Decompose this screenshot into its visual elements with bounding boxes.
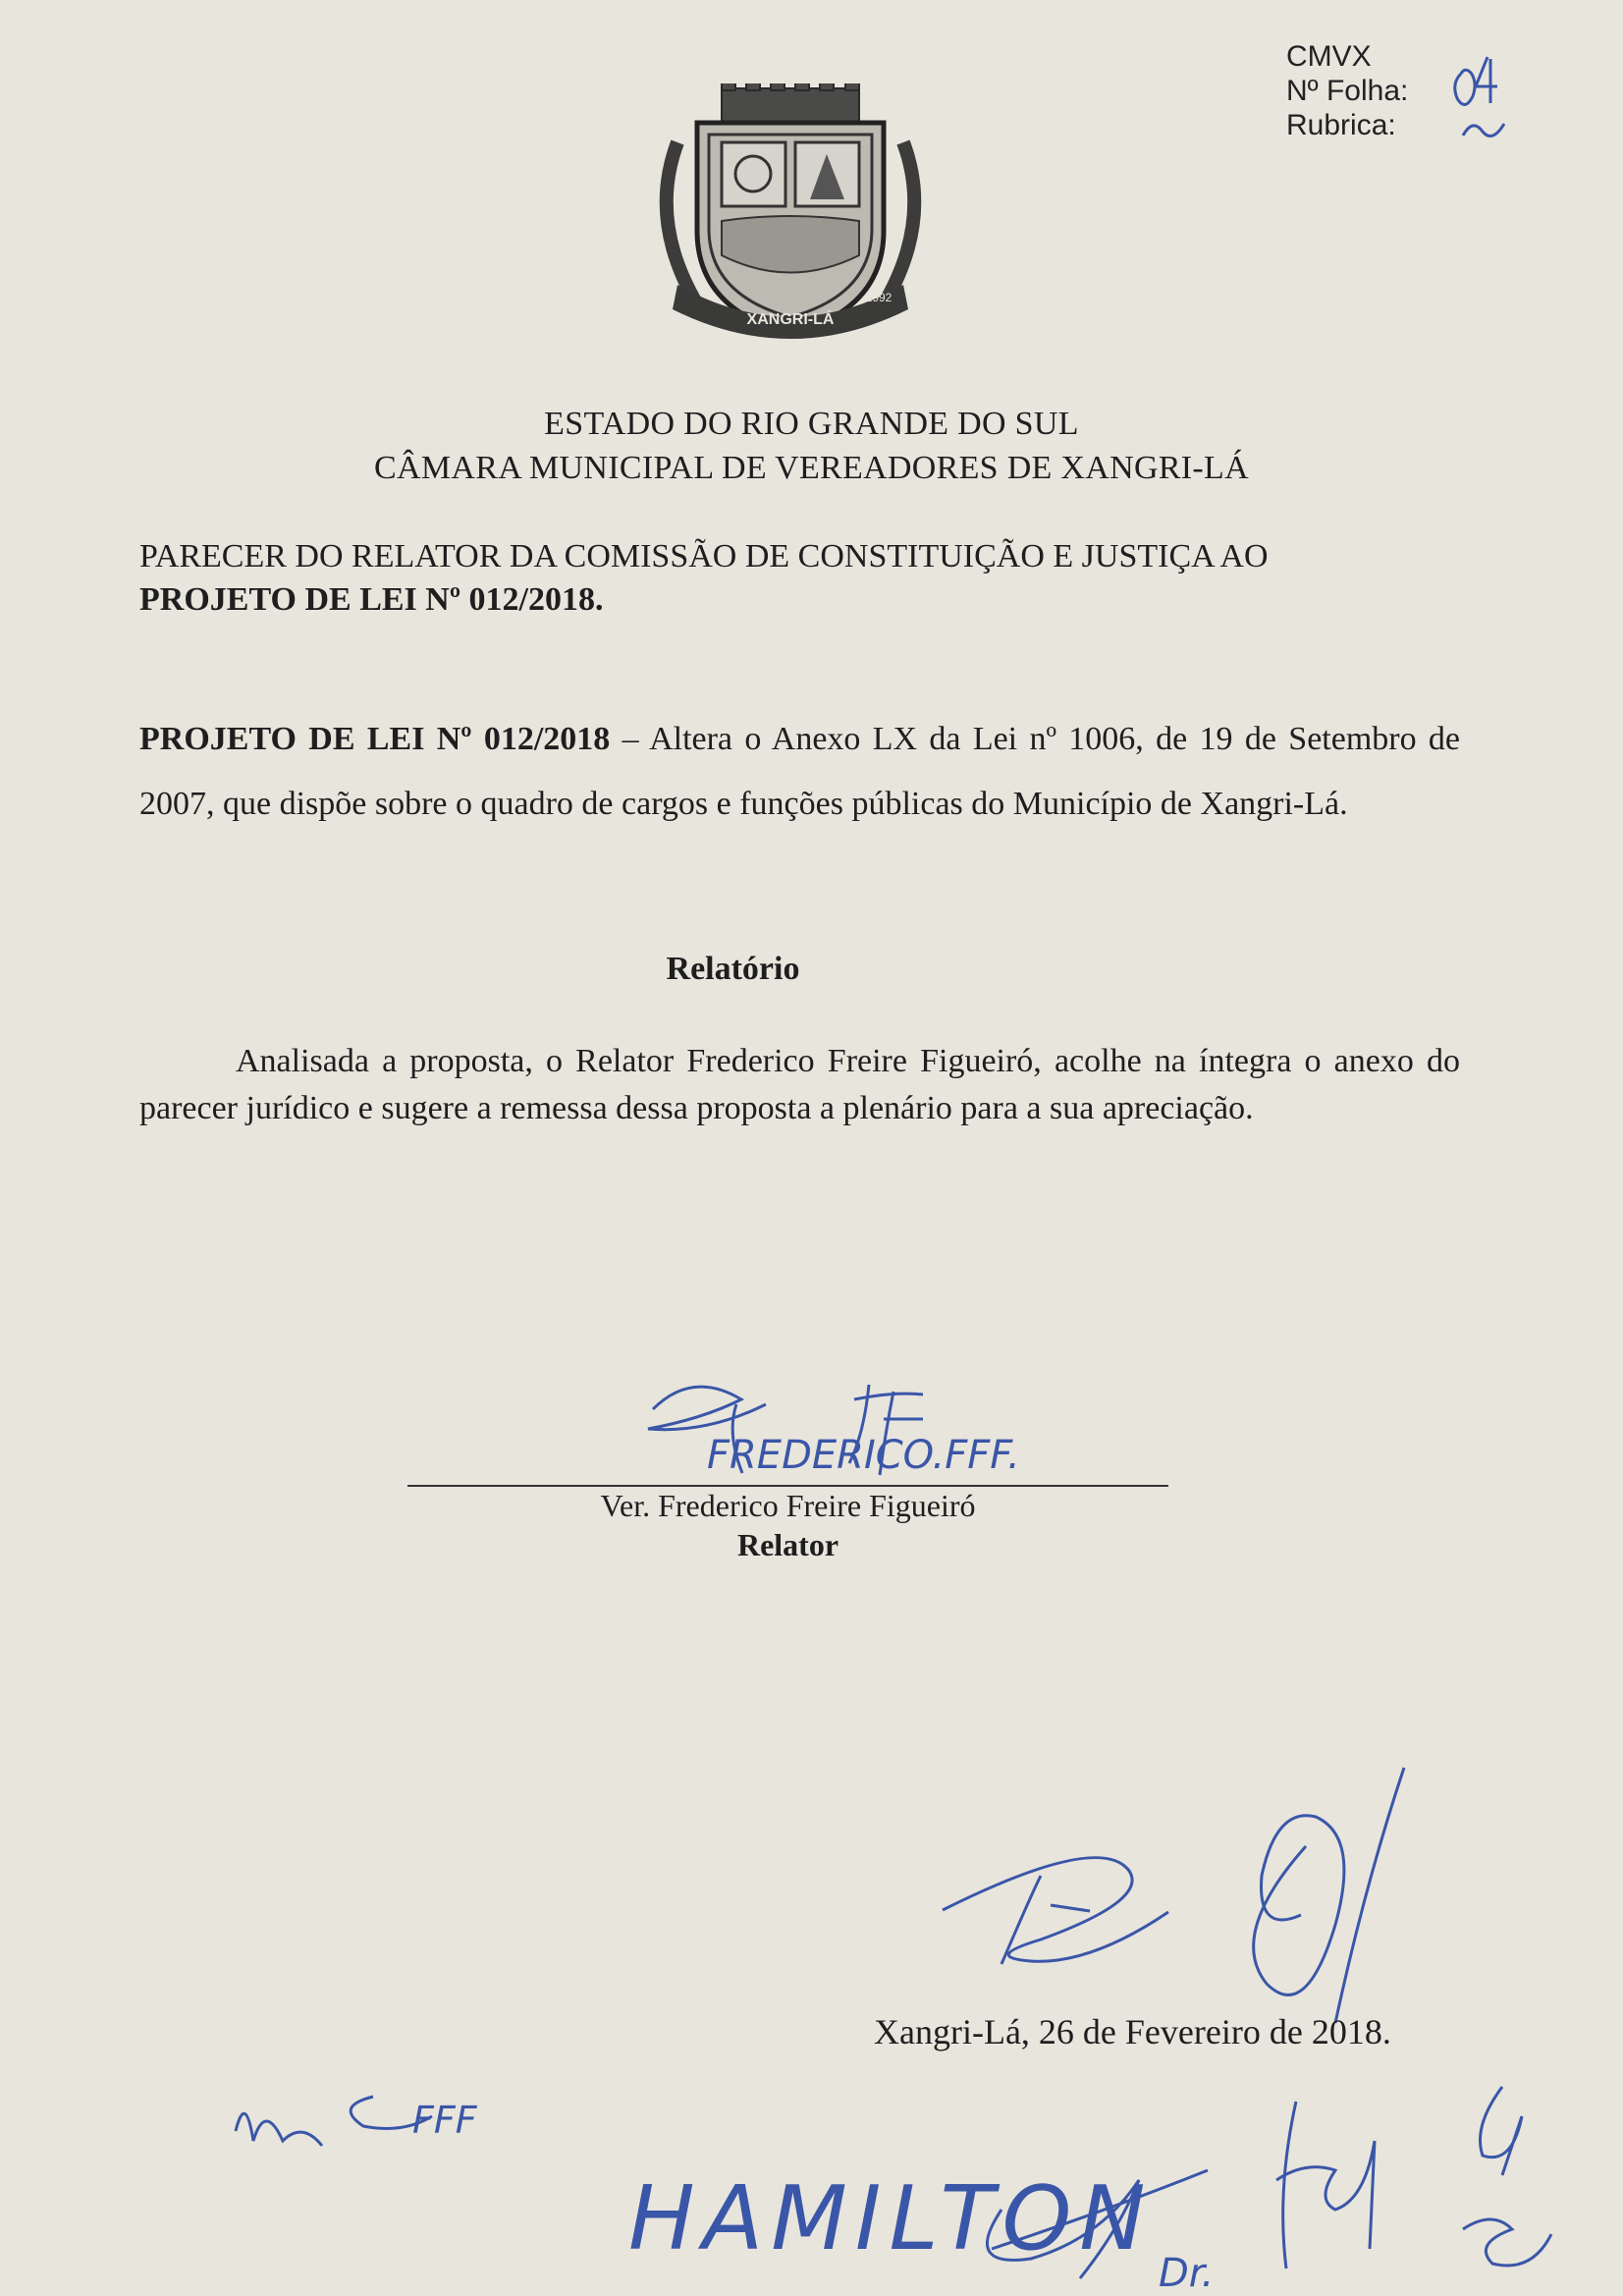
- crest-banner-text: XANGRI-LÁ: [746, 311, 835, 328]
- title-prefix: PARECER DO RELATOR DA COMISSÃO DE CONSTITUIÇÃO E JUSTIÇA AO: [139, 538, 1269, 574]
- signature-line: [407, 1485, 1168, 1487]
- council-signature-1: [933, 1758, 1424, 2043]
- date-line: Xangri-Lá, 26 de Fevereiro de 2018.: [874, 2012, 1391, 2051]
- bottom-name-handwriting: HAMILTON: [628, 2167, 1154, 2270]
- header-state: ESTADO DO RIO GRANDE DO SUL: [544, 406, 1079, 442]
- stamp-folha-label: Nº Folha:: [1286, 75, 1409, 107]
- report-heading: Relatório: [666, 951, 800, 987]
- folha-handwriting: [1443, 29, 1522, 157]
- title-bill: PROJETO DE LEI Nº 012/2018.: [139, 581, 604, 618]
- bottom-signatures: [216, 2062, 1561, 2296]
- signature-handwriting: FREDERICO.FFF.: [707, 1433, 1020, 1478]
- summary-bill-label: PROJETO DE LEI Nº 012/2018: [139, 721, 611, 757]
- rapporteur-signature: [628, 1370, 1020, 1498]
- stamp-rubrica-label: Rubrica:: [1286, 109, 1396, 141]
- bill-summary: [139, 707, 1460, 837]
- bottom-initials: Dr.: [1159, 2251, 1215, 2296]
- report-body: Analisada a proposta, o Relator Frederico Freire Figueiró, acolhe na íntegra o anexo do parecer jurídico e sugere a remessa dessa proposta a plenário para a sua apreciação.: [139, 1043, 1460, 1126]
- header-chamber: CÂMARA MUNICIPAL DE VEREADORES DE XANGRI-LÁ: [374, 450, 1249, 486]
- municipal-coat-of-arms: [638, 83, 943, 358]
- summary-text: – Altera o Anexo LX da Lei nº 1006, de 19 de Setembro de 2007, que dispõe sobre o quadro de cargos e funções públicas do Município de Xangri-Lá.: [139, 721, 1460, 822]
- protocol-stamp: [1286, 39, 1408, 142]
- signatory-name: Ver. Frederico Freire Figueiró: [600, 1488, 976, 1523]
- stamp-org: CMVX: [1286, 40, 1372, 73]
- signatory-role: Relator: [736, 1527, 839, 1562]
- crest-year-text: 1992: [865, 291, 893, 304]
- document-title: [139, 535, 1455, 622]
- bottom-left-initials: FFF: [412, 2099, 477, 2142]
